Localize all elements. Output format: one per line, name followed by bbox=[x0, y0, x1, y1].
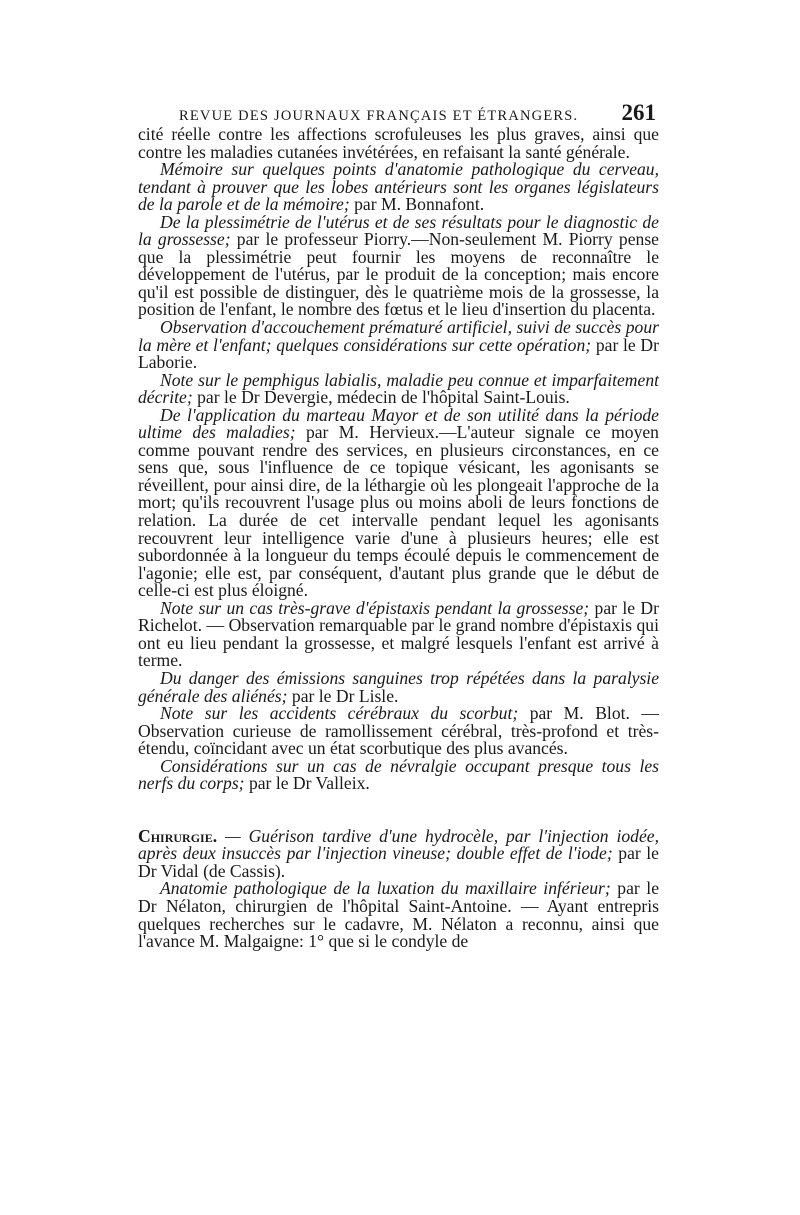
paragraph-title: Note sur un cas très-grave d'épistaxis pendant la grossesse; bbox=[160, 597, 590, 618]
body-text bbox=[138, 126, 659, 951]
paragraph-text: par le Dr Valleix. bbox=[248, 773, 370, 794]
paragraph bbox=[138, 404, 659, 601]
paragraph-text: par M. Hervieux.—L'auteur signale ce moyen comme pouvant rendre des services, en plusieurs circonstances, en ce sens que, sous l'influence de ce topique vésicant, les agonisants se réveillent, pour ainsi dire, de la léthargie où les plongeait l'approche de la mort; qu'ils recouvrent l'usage plus ou moins aboli de leurs fonctions de relation. La durée de cet intervalle pendant lequel les agonisants recouvrent leur intelligence varie d'une à plusieurs heures; elle est subordonnée à la longueur du temps écoulé depuis le commencement de l'agonie; elle est, par conséquent, d'autant plus grande que le début de celle-ci est plus éloigné. bbox=[138, 422, 659, 601]
paragraph-text: par le professeur Piorry.—Non-seulement M. Piorry pense que la plessimétrie peut fournir les moyens de reconnaître le développement de l'utérus, par le produit de la conception; mais encore qu'il est possible de distinguer, dès le quatrième mois de la grossesse, la position de l'enfant, le nombre des fœtus et le lieu d'insertion du placenta. bbox=[138, 229, 659, 320]
paragraph-title: Considérations sur un cas de névralgie occupant presque tous les nerfs du corps; bbox=[138, 755, 659, 794]
paragraph-title: — Guérison tardive d'une hydrocèle, par l'injection iodée, après deux insuccès par l'injection vineuse; double effet de l'iode; bbox=[138, 825, 659, 864]
paragraph-title: De l'application du marteau Mayor et de son utilité dans la période ultime des maladies; bbox=[138, 404, 659, 443]
surgery-paragraph bbox=[138, 825, 659, 881]
paragraph-text: par le Dr Lisle. bbox=[291, 685, 399, 706]
page-number: 261 bbox=[621, 100, 656, 125]
paragraph bbox=[138, 369, 659, 408]
paragraph-title: Anatomie pathologique de la luxation du maxillaire inférieur; bbox=[160, 878, 611, 899]
paragraph-text: par le Dr Devergie, médecin de l'hôpital Saint-Louis. bbox=[197, 387, 570, 408]
paragraph-text: par le Dr Laborie. bbox=[138, 334, 659, 373]
paragraph bbox=[138, 319, 659, 372]
paragraph bbox=[138, 705, 659, 758]
paragraph bbox=[138, 597, 659, 671]
paragraph bbox=[138, 667, 659, 706]
paragraph bbox=[138, 161, 659, 214]
paragraph-text: par M. Bonnafont. bbox=[354, 194, 485, 215]
paragraph-title: Observation d'accouchement prématuré artificiel, suivi de succès pour la mère et l'enfant; quelques considérations sur cette opération; bbox=[138, 317, 659, 355]
section-lead: Chirurgie. bbox=[138, 825, 218, 846]
paragraph-title: Note sur les accidents cérébraux du scorbut; bbox=[160, 703, 519, 724]
paragraph-text: par le Dr Nélaton, chirurgien de l'hôpital Saint-Antoine. — Ayant entrepris quelques recherches sur le cadavre, M. Nélaton a reconnu, ainsi que l'avance M. Malgaigne: 1° que si le condyle de bbox=[138, 878, 660, 952]
paragraph-text: cité réelle contre les affections scrofuleuses les plus graves, ainsi que contre les maladies cutanées invétérées, en refaisant la santé générale. bbox=[138, 124, 659, 162]
paragraph-title: Du danger des émissions sanguines trop répétées dans la paralysie générale des aliénés; bbox=[138, 667, 659, 706]
running-title: REVUE DES JOURNAUX FRANÇAIS ET ÉTRANGERS. bbox=[179, 108, 579, 124]
paragraph-text: par M. Blot. — Observation curieuse de ramollissement cérébral, très-profond et très-étendu, coïncidant avec un état scorbutique des plus avancés. bbox=[138, 703, 659, 759]
running-header bbox=[179, 100, 656, 125]
paragraph-text: par le Dr Vidal (de Cassis). bbox=[138, 843, 659, 881]
paragraph-title: De la plessimétrie de l'utérus et de ses résultats pour le diagnostic de la grossesse; bbox=[138, 211, 659, 250]
paragraph-title: Note sur le pemphigus labialis, maladie peu connue et imparfaitement décrite; bbox=[138, 369, 659, 408]
paragraph bbox=[138, 126, 659, 161]
paragraph-title: Mémoire sur quelques points d'anatomie pathologique du cerveau, tendant à prouver que les lobes antérieurs sont les organes législateurs de la parole et de la mémoire; bbox=[138, 159, 659, 215]
paragraph bbox=[138, 211, 659, 320]
paragraph bbox=[138, 755, 659, 794]
paragraph-text: par le Dr Richelot. — Observation remarquable par le grand nombre d'épistaxis qui ont eu lieu pendant la grossesse, et malgré lesquels l'enfant est arrivé à terme. bbox=[138, 597, 659, 671]
paragraph bbox=[138, 880, 659, 950]
